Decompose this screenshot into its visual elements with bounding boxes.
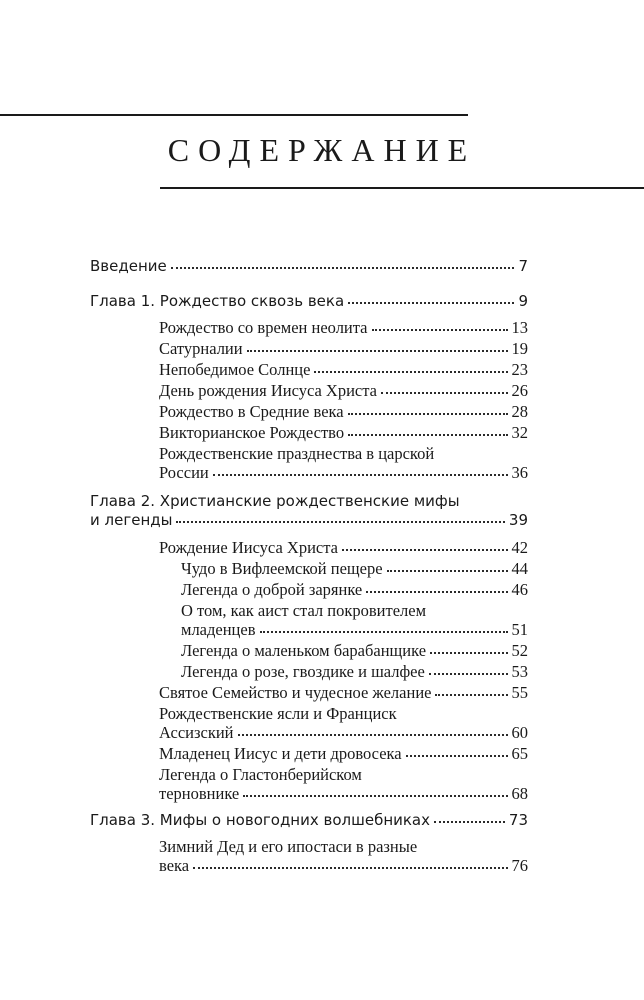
toc-entry-page: 68 (511, 784, 528, 803)
dot-leader (238, 733, 508, 736)
toc-entry-title: века (159, 856, 190, 875)
toc-entry-page: 51 (511, 620, 528, 639)
toc-entry-title: Легенда о доброй зарянке (181, 580, 363, 599)
toc-entry-intro[interactable] (90, 256, 528, 276)
dot-leader (213, 473, 508, 476)
toc-entry[interactable] (159, 423, 528, 443)
dot-leader (348, 412, 508, 415)
toc-entry-page: 60 (511, 723, 528, 742)
toc-entry-page: 42 (511, 538, 528, 557)
toc-entry-title-line[interactable]: Рождественские ясли и Франциск (159, 704, 397, 723)
dot-leader (348, 301, 514, 304)
toc-entry-page: 53 (511, 662, 528, 681)
toc-entry-page: 73 (508, 811, 528, 829)
toc-entry[interactable] (159, 402, 528, 422)
toc-entry-title: Младенец Иисус и дети дровосека (159, 744, 402, 763)
toc-entry-title: терновнике (159, 784, 240, 803)
toc-entry[interactable] (159, 744, 528, 764)
toc-entry-page: 46 (511, 580, 528, 599)
toc-entry-page: 19 (511, 339, 528, 358)
toc-entry-page: 55 (511, 683, 528, 702)
dot-leader (348, 433, 507, 436)
toc-entry-title: Легенда о маленьком барабанщике (181, 641, 427, 660)
dot-leader (260, 630, 508, 633)
toc-entry[interactable] (181, 620, 528, 640)
toc-entry-title-line[interactable]: Легенда о Гластонберийском (159, 765, 362, 784)
dot-leader (430, 651, 507, 654)
dot-leader (435, 693, 507, 696)
toc-entry-title: Введение (90, 257, 167, 275)
dot-leader (314, 370, 507, 373)
toc-entry-page: 23 (511, 360, 528, 379)
toc-entry-page: 28 (511, 402, 528, 421)
toc-entry-page: 76 (511, 856, 528, 875)
toc-entry-page: 13 (511, 318, 528, 337)
toc-entry[interactable] (159, 339, 528, 359)
toc-entry-chapter-2[interactable] (90, 510, 528, 530)
toc-entry-page: 36 (511, 463, 528, 482)
dot-leader (171, 266, 515, 269)
toc-entry-title-line[interactable]: Рождественские празднества в царской (159, 444, 435, 463)
dot-leader (387, 569, 508, 572)
toc-entry-title: Викторианское Рождество (159, 423, 345, 442)
toc-entry-title: России (159, 463, 209, 482)
page-title: СОДЕРЖАНИЕ (167, 132, 477, 168)
toc-entry-title: Чудо в Вифлеемской пещере (181, 559, 383, 578)
toc-entry-chapter-1[interactable] (90, 291, 528, 311)
dot-leader (366, 590, 507, 593)
toc-entry-title: и легенды (90, 511, 173, 529)
toc-entry-page: 26 (511, 381, 528, 400)
dot-leader (176, 520, 504, 523)
toc-entry[interactable] (181, 641, 528, 661)
toc-entry-title-line[interactable]: Зимний Дед и его ипостаси в разные (159, 837, 418, 856)
toc-entry[interactable] (159, 856, 528, 876)
toc-entry-page: 39 (508, 511, 528, 529)
toc-entry-page: 7 (518, 257, 528, 275)
dot-leader (372, 328, 508, 331)
dot-leader (243, 794, 507, 797)
toc-entry[interactable] (159, 381, 528, 401)
toc-entry-title: Сатурналии (159, 339, 243, 358)
toc-entry-title: Легенда о розе, гвоздике и шалфее (181, 662, 425, 681)
toc-entry[interactable] (159, 360, 528, 380)
dot-leader (247, 349, 508, 352)
toc-entry-title: День рождения Иисуса Христа (159, 381, 377, 400)
toc-entry-title-line[interactable]: О том, как аист стал покровителем (181, 601, 427, 620)
dot-leader (381, 391, 508, 394)
toc-entry-page: 32 (511, 423, 528, 442)
dot-leader (429, 672, 508, 675)
toc-entry-page: 44 (511, 559, 528, 578)
toc-entry[interactable] (181, 559, 528, 579)
toc-entry-page: 9 (518, 292, 528, 310)
toc-entry-title: Глава 3. Мифы о новогодних волшебниках (90, 811, 431, 829)
toc-entry[interactable] (181, 580, 528, 600)
toc-entry-title: Глава 1. Рождество сквозь века (90, 292, 345, 310)
dot-leader (193, 866, 507, 869)
toc-entry[interactable] (159, 683, 528, 703)
toc-entry-title: Рождество в Средние века (159, 402, 344, 421)
toc-entry-title: Непобедимое Солнце (159, 360, 311, 379)
toc-entry[interactable] (181, 662, 528, 682)
toc-entry-page: 52 (511, 641, 528, 660)
toc-entry[interactable] (159, 784, 528, 804)
toc-entry-title: Рождение Иисуса Христа (159, 538, 338, 557)
toc-chapter-2-title-line[interactable]: Глава 2. Христианские рождественские мифы (90, 492, 460, 510)
dot-leader (434, 820, 505, 823)
toc-entry-title: Рождество со времен неолита (159, 318, 368, 337)
toc-entry[interactable] (159, 723, 528, 743)
toc-entry-title: младенцев (181, 620, 256, 639)
toc-entry-title: Святое Семейство и чудесное желание (159, 683, 432, 702)
toc-entry[interactable] (159, 318, 528, 338)
toc-entry-chapter-3[interactable] (90, 810, 528, 830)
dot-leader (406, 754, 508, 757)
toc-entry[interactable] (159, 463, 528, 483)
dot-leader (342, 548, 508, 551)
toc-entry[interactable] (159, 538, 528, 558)
toc-entry-title: Ассизский (159, 723, 234, 742)
toc-entry-page: 65 (511, 744, 528, 763)
